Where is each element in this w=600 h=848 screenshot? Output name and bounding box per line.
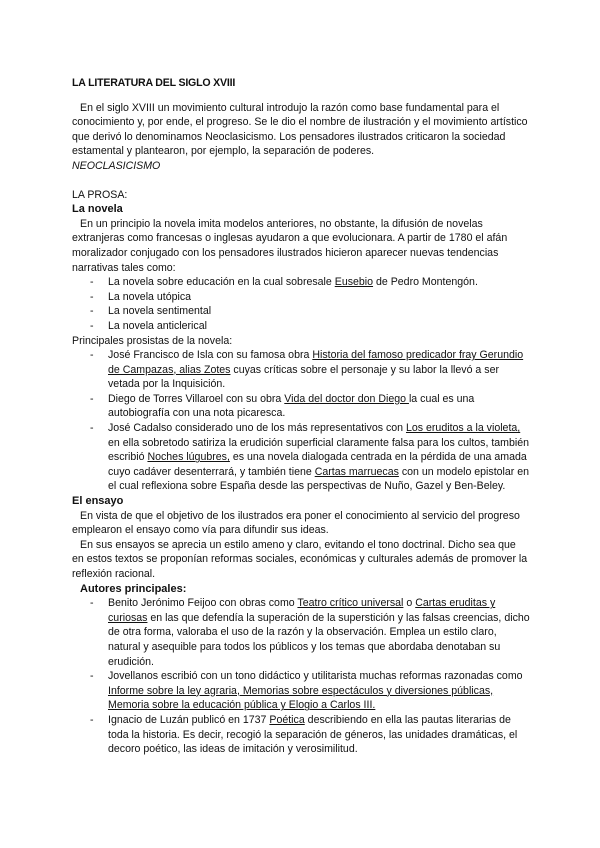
work-title: Teatro crítico universal [297,597,404,610]
list-item: - Ignacio de Luzán publicó en 1737 Poética describiendo en ella las pautas literarias de toda la historia. Es decir, recogió la separación de géneros, las unidades dramáticas, el decoro poético, las ideas de imitación y verosimilitud. [72,713,530,757]
work-title: Historia del famoso predicador fray Gerundio de Campazas, alias Zotes [108,349,524,376]
novela-heading: La novela [72,203,123,216]
ensayo-heading: El ensayo [72,495,124,508]
list-item: - La novela anticlerical [72,319,530,334]
list-item: - La novela utópica [72,290,530,305]
movement-name: NEOCLASICISMO [72,159,161,172]
intro-paragraph: En el siglo XVIII un movimiento cultural introdujo la razón como base fundamental para el conocimiento y, por ende, el progreso. Se le dio el nombre de ilustración y el movimiento artístico que derivó lo denominamos Neoclasicismo. Los pensadores ilustrados criticaron la sociedad estamental y plantearon, por ejemplo, la separación de poderes. [72,101,528,158]
work-title: Poética [269,713,305,726]
work-title: Cartas eruditas y curiosas [108,597,496,624]
work-title: Noches lúgubres, [147,451,230,464]
list-item: - José Francisco de Isla con su famosa obra Historia del famoso predicador fray Gerundio de Campazas, alias Zotes cuyas críticas sobre el personaje y su labor la llevó a ser vetada por la Inquisición. [72,348,530,392]
prosistas-label: Principales prosistas de la novela: [72,334,233,347]
autores-label: Autores principales: [80,582,187,595]
work-title: Cartas marruecas [314,465,399,478]
list-item: - Jovellanos escribió con un tono didáctico y utilitarista muchas reformas razonadas como Informe sobre la ley agraria, Memorias sobre espectáculos y diversiones públicas, Memoria sobre la educación pública y Elogio a Carlos III. [72,669,530,713]
prosa-label: LA PROSA: [72,188,128,201]
work-title: Informe sobre la ley agraria, Memorias sobre espectáculos y diversiones públicas, Memoria sobre la educación pública y Elogio a Carlos III. [108,684,494,712]
autores-list [72,596,530,757]
list-item: - La novela sentimental [72,304,530,319]
list-item: - Diego de Torres Villaroel con su obra Vida del doctor don Diego la cual es una autobiografía con una nota picaresca. [72,392,530,421]
work-title: Eusebio [334,276,374,289]
novela-paragraph: En un principio la novela imita modelos anteriores, no obstante, la difusión de novelas extranjeras como francesas o inglesas ayudaron a que evolucionara. A partir de 1780 el afán moralizador conjugado con los pensadores ilustrados hicieron aparecer nuevas tendencias narrativas tales como: [72,217,508,274]
spacer [72,174,530,188]
list-item: - La novela sobre educación en la cual sobresale Eusebio de Pedro Montengón. [72,275,530,290]
tendencias-list [72,275,530,333]
ensayo-paragraph-1: En vista de que el objetivo de los ilustrados era poner el conocimiento al servicio del progreso emplearon el ensayo como vía para difundir sus ideas. [72,509,520,537]
list-item: - José Cadalso considerado uno de los más representativos con Los eruditos a la violeta, en ella sobretodo satiriza la erudición superficial claramente falsa para los cultos, también escribió Noches lúgubres, es una novela dialogada centrada en la pérdida de una amada cuyo cadáver desenterrará, y también tiene Cartas marruecas con un modelo epistolar en el cual reflexiona sobre España desde las perspectivas de Nuño, Gazel y Ben-Beley. [72,421,530,494]
ensayo-paragraph-2: En sus ensayos se aprecia un estilo ameno y claro, evitando el tono doctrinal. Dicho sea que en estos textos se proponían reformas sociales, económicas y culturales además de promover la reflexión racional. [72,538,528,580]
work-title: Los eruditos a la violeta, [405,422,521,435]
document-page [72,64,530,757]
prosistas-list [72,348,530,494]
work-title: Vida del doctor don Diego [284,392,409,405]
list-item: - Benito Jerónimo Feijoo con obras como Teatro crítico universal o Cartas eruditas y curiosas en las que defendía la superación de la superstición y las falsas creencias, dicho de otra forma, valoraba el uso de la razón y la observación. Emplea un estilo claro, natural y asequible para todos los públicos y los temas que abordaba denotaban su erudición. [72,596,530,669]
document-title: LA LITERATURA DEL SIGLO XVIII [72,77,236,89]
